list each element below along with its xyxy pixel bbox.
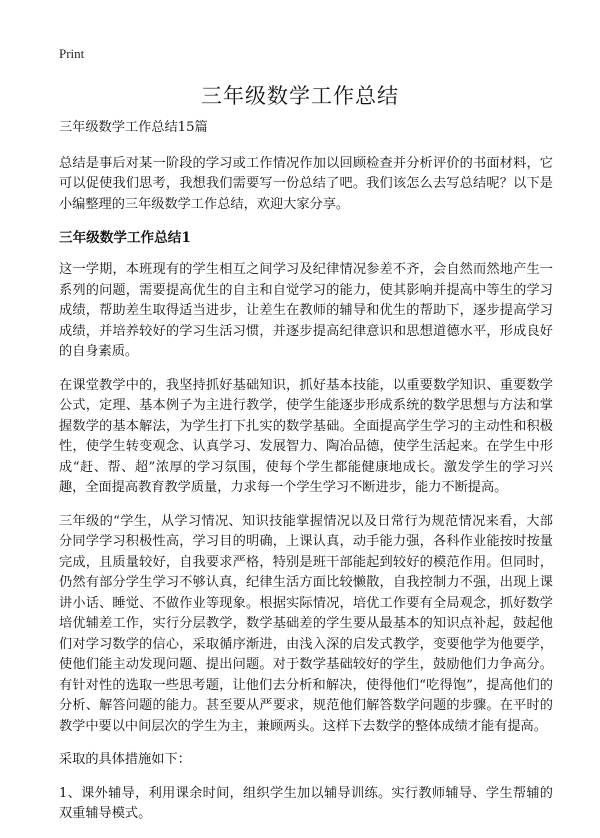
intro-paragraph: 总结是事后对某一阶段的学习或工作情况作加以回顾检查并分析评价的书面材料，它可以促使我们思考，我想我们需要写一份总结了吧。我们该怎么去写总结呢？以下是小编整理的三年级数学工作总结，欢迎大家分享。 xyxy=(59,155,553,212)
measures-intro: 采取的具体措施如下： xyxy=(59,752,191,767)
document-subtitle: 三年级数学工作总结15篇 xyxy=(59,120,208,135)
print-link[interactable]: Print xyxy=(59,46,85,61)
measure-item-1: 1、课外辅导，利用课余时间，组织学生加以辅导训练。实行教师辅导、学生帮辅的双重辅导模式。 xyxy=(59,785,553,821)
body-paragraph-1: 这一学期，本班现有的学生相互之间学习及纪律情况参差不齐，会自然而然地产生一系列的问题，需要提高优生的自主和自觉学习的能力，使其影响并提高中等生的学习成绩，帮助差生取得适当进步，让差生在教师的辅导和优生的帮助下，逐步提高学习成绩，并培养较好的学习生活习惯，并逐步提高纪律意识和思想道德水平，形成良好的自身素质。 xyxy=(59,262,553,359)
document-body xyxy=(59,118,553,838)
body-paragraph-3: 三年级的“学生，从学习情况、知识技能掌握情况以及日常行为规范情况来看，大部分同学学习积极性高，学习目的明确，上课认真，动手能力强，各科作业能按时按量完成，且质量较好，自我要求严格，特别是班干部能起到较好的模范作用。但同时，仍然有部分学生学习不够认真，纪律生活方面比较懒散，自我控制力不强，出现上课讲小话、睡觉、不做作业等现象。根据实际情况，培优工作要有全局观念，抓好数学培优辅差工作，实行分层教学，数学基础差的学生要从最基本的知识点补起，鼓起他们对学习数学的信心，采取循序渐进，由浅入深的启发式教学，变要他学为他要学，使他们能主动发现问题、提出问题。对于数学基础较好的学生，鼓励他们力争高分。有针对性的选取一些思考题，让他们去分析和解决，使得他们“吃得饱”，提高他们的分析、解答问题的能力。甚至要从严要求，规范他们解答数学问题的步骤。在平时的教学中要以中间层次的学生为主，兼顾两头。这样下去数学的整体成绩才能有提高。 xyxy=(59,513,553,734)
document-title: 三年级数学工作总结 xyxy=(201,84,399,108)
body-paragraph-2: 在课堂教学中的，我坚持抓好基础知识，抓好基本技能，以重要数学知识、重要数学公式，定理、基本例子为主进行教学，使学生能逐步形成系统的数学思想与方法和掌握数学的基本解法，为学生打下扎实的数学基础。全面提高学生学习的主动性和积极性，使学生转变观念、认真学习、发展智力、陶冶品德，使学生活起来。在学生中形成“赶、帮、超”浓厚的学习氛围，使每个学生都能健康地成长。激发学生的学习兴趣，全面提高教育教学质量，力求每一个学生学习不断进步，能力不断提高。 xyxy=(59,377,553,495)
section-heading: 三年级数学工作总结1 xyxy=(59,230,191,246)
